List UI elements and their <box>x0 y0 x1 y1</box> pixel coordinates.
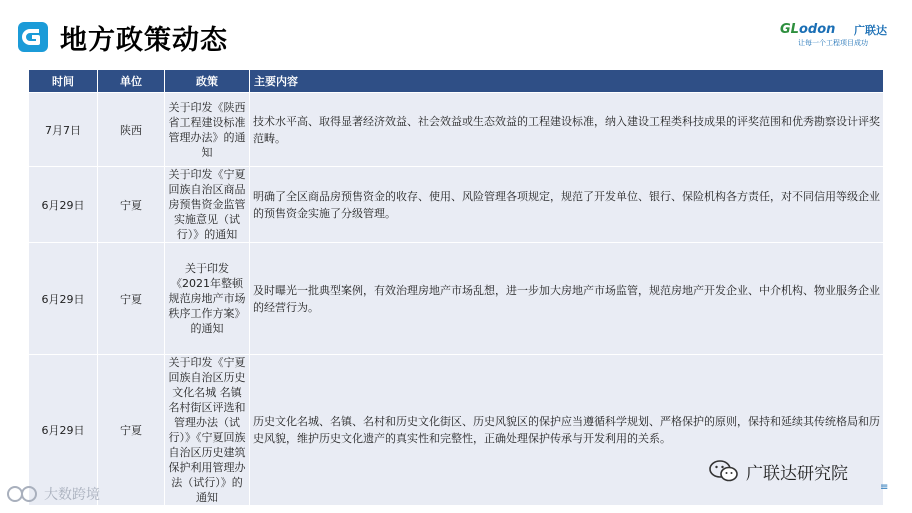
cell-date: 6月29日 <box>29 243 98 355</box>
glodon-g-logo <box>18 22 48 52</box>
watermark-logo-icon <box>6 484 40 504</box>
cell-policy: 关于印发《宁夏回族自治区商品房预售资金监管实施意见（试行）》的通知 <box>165 167 250 243</box>
cell-content: 技术水平高、取得显著经济效益、社会效益或生态效益的工程建设标准，纳入建设工程类科技成果的评奖范围和优秀勘察设计评奖范畴。 <box>250 93 884 167</box>
cell-policy: 关于印发《宁夏回族自治区历史文化名城 名镇名村街区评选和管理办法（试行）》《宁夏回族自治区历史建筑保护利用管理办法（试行）》的通知 <box>165 355 250 506</box>
table-row <box>29 243 884 355</box>
watermark-left-text: 大数跨境 <box>44 487 100 503</box>
cell-policy: 关于印发《陕西省工程建设标准管理办法》的通知 <box>165 93 250 167</box>
table-header-row <box>29 70 884 93</box>
column-header-unit: 单位 <box>98 70 165 93</box>
table-row <box>29 167 884 243</box>
cell-content: 历史文化名城、名镇、名村和历史文化街区、历史风貌区的保护应当遵循科学规划、严格保护的原则，保持和延续其传统格局和历史风貌，维护历史文化遗产的真实性和完整性，正确处理保护传承与开发利用的关系。 <box>250 355 884 506</box>
cell-unit: 宁夏 <box>98 243 165 355</box>
cell-date: 6月29日 <box>29 355 98 506</box>
cell-content: 及时曝光一批典型案例，有效治理房地产市场乱想，进一步加大房地产市场监管，规范房地产开发企业、中介机构、物业服务企业的经营行为。 <box>250 243 884 355</box>
cell-policy: 关于印发《2021年整顿规范房地产市场秩序工作方案》的通知 <box>165 243 250 355</box>
watermark-right <box>708 458 848 484</box>
policy-table <box>28 69 883 506</box>
column-header-time: 时间 <box>29 70 98 93</box>
table-row <box>29 93 884 167</box>
wechat-icon <box>708 458 740 484</box>
cell-unit: 宁夏 <box>98 355 165 506</box>
brand-slogan: 让每一个工程项目成功 <box>798 39 868 47</box>
glodon-brand-logo <box>780 22 900 50</box>
watermark-left <box>6 484 100 504</box>
brand-latin-name: GLodon <box>780 22 836 37</box>
menu-icon: ≡ <box>880 482 889 493</box>
cell-content: 明确了全区商品房预售资金的收存、使用、风险管理各项规定，规范了开发单位、银行、保险机构各方责任，对不同信用等级企业的预售资金实施了分级管理。 <box>250 167 884 243</box>
brand-chinese-name: 广联达 <box>854 24 887 37</box>
column-header-policy: 政策 <box>165 70 250 93</box>
cell-unit: 宁夏 <box>98 167 165 243</box>
column-header-content: 主要内容 <box>250 70 884 93</box>
watermark-right-text: 广联达研究院 <box>746 463 848 484</box>
page-title: 地方政策动态 <box>60 25 228 56</box>
cell-date: 7月7日 <box>29 93 98 167</box>
cell-date: 6月29日 <box>29 167 98 243</box>
cell-unit: 陕西 <box>98 93 165 167</box>
